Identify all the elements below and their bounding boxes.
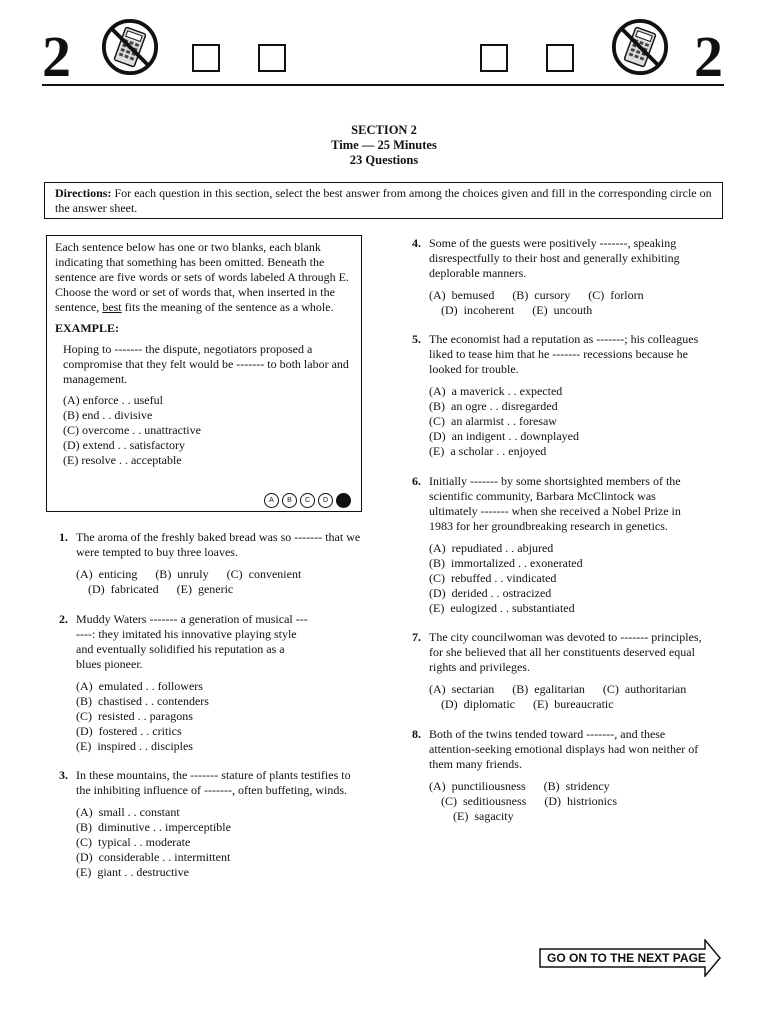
header-square-3	[480, 44, 508, 72]
choice-line: (B) chastised . . contenders	[76, 694, 209, 708]
header-square-4	[546, 44, 574, 72]
question-stem: Muddy Waters ------- a generation of musical -------: they imitated his innovative playing style and eventually solidified his reputation as a blues pioneer.	[76, 612, 308, 671]
answer-bubble-e-filled	[336, 493, 351, 508]
question-5	[412, 332, 704, 459]
section-question-count: 23 Questions	[349, 153, 419, 167]
question-stem: The aroma of the freshly baked bread was so ------- that we were tempted to buy three loaves.	[76, 530, 361, 559]
header-rule	[42, 84, 724, 86]
choice-line: (D) fabricated (E) generic	[76, 582, 234, 596]
next-page-label: GO ON TO THE NEXT PAGE	[547, 951, 706, 965]
choice-line: (A) a maverick . . expected	[429, 384, 563, 398]
answer-choices	[429, 779, 704, 824]
instructions-part1: Each sentence below has one or two blanks, each blank indicating that something has been omitted. Beneath the sentence are five words or sets of words labeled A through E. Choose the word or set of words that, when inserted in the sentence,	[55, 240, 349, 314]
directions-text: For each question in this section, select the best answer from among the choices given and fill in the corresponding circle on the answer sheet.	[55, 186, 712, 215]
question-stem: Some of the guests were positively -------, speaking disrespectfully to their host and generally exhibiting deplorable manners.	[429, 236, 680, 280]
header-square-2	[258, 44, 286, 72]
instructions-best: best	[102, 300, 122, 314]
choice-line: (D) derided . . ostracized	[429, 586, 552, 600]
answer-bubble-d: D	[318, 493, 333, 508]
question-number: 7.	[412, 630, 421, 644]
example-text: Hoping to ------- the dispute, negotiators proposed a compromise that they felt would be ------- to both labor and management.	[63, 342, 349, 386]
question-number: 1.	[59, 530, 68, 544]
example-choice: (D) extend . . satisfactory	[63, 438, 185, 452]
question-stem: The city councilwoman was devoted to ------- principles, for she believed that all her constituents deserved equal rights and privileges.	[429, 630, 702, 674]
question-8	[412, 727, 704, 824]
section-time: Time — 25 Minutes	[331, 138, 437, 152]
choice-line: (D) incoherent (E) uncouth	[429, 303, 593, 317]
choice-line: (E) a scholar . . enjoyed	[429, 444, 547, 458]
choice-line: (C) an alarmist . . foresaw	[429, 414, 557, 428]
question-number: 2.	[59, 612, 68, 626]
question-stem: In these mountains, the ------- stature of plants testifies to the inhibiting influence of -------, often buffeting, winds.	[76, 768, 351, 797]
section-number-left: 2	[42, 24, 71, 89]
choice-line: (D) an indigent . . downplayed	[429, 429, 579, 443]
choice-line: (B) immortalized . . exonerated	[429, 556, 583, 570]
choice-line: (A) bemused (B) cursory (C) forlorn	[429, 288, 644, 302]
example-choice: (E) resolve . . acceptable	[63, 453, 182, 467]
question-6	[412, 474, 704, 616]
header-square-1	[192, 44, 220, 72]
section-title: SECTION 2	[351, 123, 417, 137]
question-stem: The economist had a reputation as -------; his colleagues liked to tease him that he ------- recessions because he looked for trouble.	[429, 332, 699, 376]
choice-line: (A) emulated . . followers	[76, 679, 203, 693]
example-choices	[63, 393, 353, 468]
question-number: 8.	[412, 727, 421, 741]
answer-bubble-a: A	[264, 493, 279, 508]
choice-line: (A) repudiated . . abjured	[429, 541, 554, 555]
question-number: 6.	[412, 474, 421, 488]
question-2	[59, 612, 311, 754]
question-number: 3.	[59, 768, 68, 782]
choice-line: (E) eulogized . . substantiated	[429, 601, 575, 615]
question-number: 4.	[412, 236, 421, 250]
choice-line: (C) resisted . . paragons	[76, 709, 193, 723]
choice-line: (A) small . . constant	[76, 805, 180, 819]
answer-choices	[429, 288, 704, 318]
choice-line: (C) rebuffed . . vindicated	[429, 571, 557, 585]
answer-choices	[76, 805, 358, 880]
answer-bubble-b: B	[282, 493, 297, 508]
answer-choices	[76, 679, 311, 754]
question-number: 5.	[412, 332, 421, 346]
question-1	[59, 530, 366, 597]
choice-line: (A) enticing (B) unruly (C) convenient	[76, 567, 302, 581]
instructions-text	[55, 240, 353, 315]
choice-line: (D) diplomatic (E) bureaucratic	[429, 697, 614, 711]
question-3	[59, 768, 358, 880]
example-choice: (A) enforce . . useful	[63, 393, 163, 407]
example-title: EXAMPLE:	[55, 321, 119, 335]
choice-line: (B) diminutive . . imperceptible	[76, 820, 231, 834]
choice-line: (A) sectarian (B) egalitarian (C) authoritarian	[429, 682, 687, 696]
choice-line: (E) inspired . . disciples	[76, 739, 193, 753]
instructions-box	[46, 235, 362, 512]
instructions-part2: fits the meaning of the sentence as a whole.	[124, 300, 334, 314]
example-choice: (C) overcome . . unattractive	[63, 423, 201, 437]
answer-choices	[429, 682, 704, 712]
choice-line: (E) giant . . destructive	[76, 865, 189, 879]
question-stem: Both of the twins tended toward -------, and these attention-seeking emotional displays had won neither of them many friends.	[429, 727, 699, 771]
answer-choices	[429, 384, 704, 459]
choice-line: (D) considerable . . intermittent	[76, 850, 231, 864]
answer-choices	[429, 541, 704, 616]
example-choice: (B) end . . divisive	[63, 408, 153, 422]
answer-choices	[76, 567, 366, 597]
section-number-right: 2	[694, 24, 723, 89]
question-7	[412, 630, 704, 712]
no-calculator-icon	[101, 18, 159, 76]
choice-line: (C) seditiousness (D) histrionics	[429, 794, 617, 808]
choice-line: (A) punctiliousness (B) stridency	[429, 779, 610, 793]
directions-box	[44, 182, 723, 219]
question-4	[412, 236, 704, 318]
choice-line: (E) sagacity	[429, 809, 514, 823]
answer-bubble-c: C	[300, 493, 315, 508]
directions-label: Directions:	[55, 186, 112, 200]
question-stem: Initially ------- by some shortsighted members of the scientific community, Barbara McClintock was ultimately ------- when she received a Nobel Prize in 1983 for her groundbreaking research in genetics.	[429, 474, 681, 533]
choice-line: (D) fostered . . critics	[76, 724, 182, 738]
choice-line: (C) typical . . moderate	[76, 835, 191, 849]
choice-line: (B) an ogre . . disregarded	[429, 399, 558, 413]
no-calculator-icon	[611, 18, 669, 76]
example-answer-bubbles	[264, 493, 351, 508]
